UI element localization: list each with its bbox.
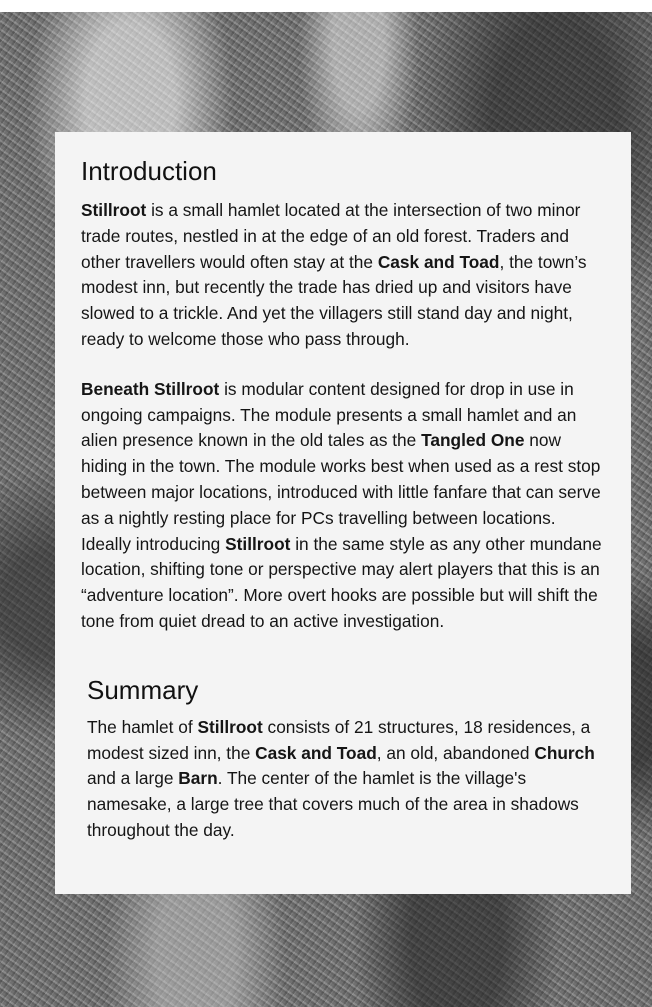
bold-term: Cask and Toad	[377, 251, 500, 272]
bold-term: Stillroot	[197, 716, 263, 737]
introduction-paragraph-2	[81, 377, 603, 635]
bold-term: Barn	[178, 768, 218, 789]
paragraph-text: . The center of the hamlet is the village's namesake, a large tree that covers much of the area in shadows throughout the day.	[87, 768, 579, 840]
paragraph-text: consists of 21 structures, 18 residences, a modest sized inn, the	[87, 716, 591, 763]
paragraph-text: The hamlet of	[87, 716, 198, 737]
bold-term: Cask and Toad	[255, 742, 377, 763]
bold-term: Stillroot	[81, 200, 147, 220]
bold-term: Stillroot	[225, 533, 291, 554]
paragraph-text: is modular content designed for drop in use in ongoing campaigns. The module presents a small hamlet and an alien presence known in the old tales as the	[81, 378, 577, 451]
summary-paragraph	[87, 715, 603, 844]
summary-heading: Summary	[87, 674, 199, 705]
paragraph-text: is a small hamlet located at the intersection of two minor trade routes, nestled in at the edge of an old forest. Traders and other travellers would often stay at the	[81, 200, 581, 272]
paragraph-text: now hiding in the town. The module works best when used as a rest stop between major locations, introduced with little fanfare that can serve as a nightly resting place for PCs travelling between locations. Ideally introducing	[81, 430, 601, 554]
introduction-heading: Introduction	[81, 156, 217, 186]
bold-term: Tangled One	[421, 430, 525, 451]
page-top-margin	[0, 0, 652, 12]
paragraph-text: in the same style as any other mundane location, shifting tone or perspective may alert players that this is an “adventure location”. More overt hooks are possible but will shift the tone from quiet dread to an active investigation.	[81, 533, 602, 631]
paragraph-text: and a large	[87, 768, 179, 789]
bold-term: Beneath Stillroot	[81, 378, 220, 399]
bold-term: Church	[534, 742, 595, 763]
paragraph-text: , the town’s modest inn, but recently the trade has dried up and visitors have slowed to a trickle. And yet the villagers still stand day and night, ready to welcome those who pass through.	[81, 251, 587, 349]
introduction-paragraph-1	[81, 198, 603, 353]
text-panel	[55, 132, 631, 894]
paragraph-text: , an old, abandoned	[376, 742, 535, 763]
